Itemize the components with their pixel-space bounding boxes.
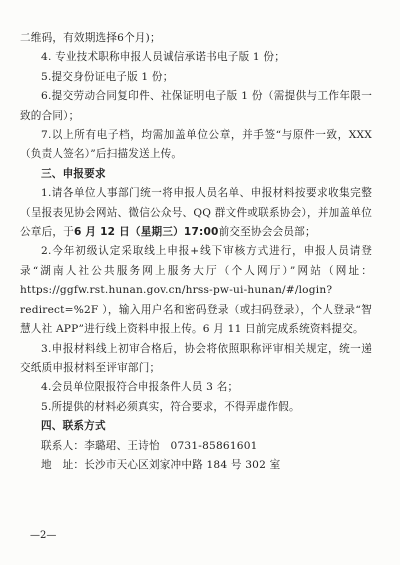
requirement-1-pre: 1.请各单位人事部门统一将申报人员名单、申报材料按要求收集完整（呈报表见协会网站、微信公众号、QQ 群文件或联系协会），并加盖单位公章后，于 <box>20 187 372 239</box>
section-title-contact: 四、联系方式 <box>41 420 106 433</box>
requirement-1-deadline: 6 月 12 日（星期三）17:00 <box>73 226 219 239</box>
contact-person-value: 李璐珺、王诗怡 0731-85861601 <box>84 439 258 452</box>
contact-person-row <box>20 437 372 456</box>
address-value: 长沙市天心区刘家冲中路 184 号 302 室 <box>84 458 281 471</box>
requirement-1-post: 前交至协会会员部； <box>218 226 316 239</box>
paragraph-item-5: 5.提交身份证电子版 1 份； <box>41 70 174 83</box>
paragraph-item-7: 7.以上所有电子档，均需加盖单位公章，并手签“与原件一致，XXX（负责人签名）”后扫描发送上传。 <box>20 129 372 161</box>
address-row <box>20 456 372 475</box>
paragraph-item-6: 6.提交劳动合同复印件、社保证明电子版 1 份（需提供与工作年限一致的合同）； <box>20 90 372 122</box>
document-body <box>20 29 372 475</box>
requirement-2: 2.今年初级认定采取线上申报+线下审核方式进行，申报人员请登录“湖南人社公共服务网上服务大厅（个人网厅）”网站（网址：https://ggfw.rst.hunan.gov.cn/hrss-pw-ui-hunan/#/login?redirect=%2F ），输入用户名和密码登录（或扫码登录），个人登录“智慧人社 APP”进行线上资料申报上传。6 月 11 日前完成系统资料提交。 <box>20 245 372 336</box>
requirement-4: 4.会员单位限报符合申报条件人员 3 名； <box>41 381 239 394</box>
paragraph-item-4: 4. 专业技术职称申报人员诚信承诺书电子版 1 份； <box>41 51 286 64</box>
page-number: —2— <box>30 530 57 541</box>
section-title-requirements: 三、申报要求 <box>41 167 106 180</box>
address-label: 地 址： <box>41 458 85 471</box>
requirement-1 <box>20 184 372 242</box>
paragraph-qr-validity: 二维码，有效期选择6个月)； <box>20 32 161 44</box>
requirement-3: 3.申报材料线上初审合格后，协会将依照职称评审相关规定，统一递交纸质申报材料至评审部门； <box>20 342 372 374</box>
contact-person-label: 联系人： <box>41 439 85 452</box>
requirement-5: 5.所提供的材料必须真实，符合要求，不得弄虚作假。 <box>41 400 300 413</box>
